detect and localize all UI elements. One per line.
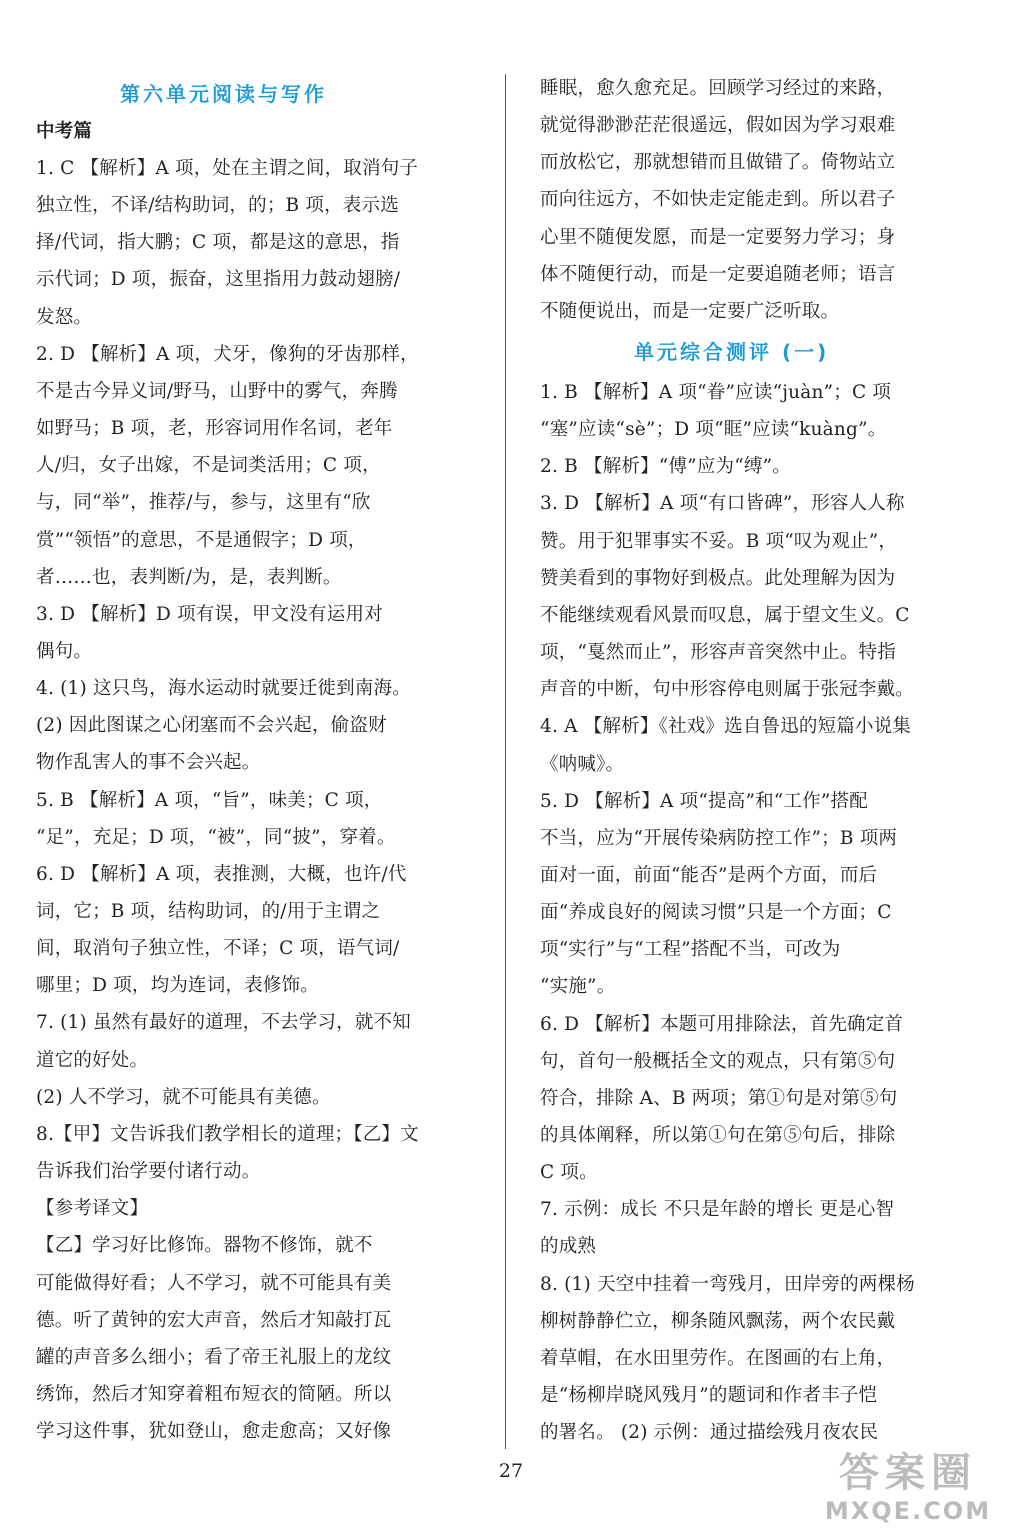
section-title: 第六单元阅读与写作 xyxy=(120,82,327,106)
text-line: 物作乱害人的事不会兴起。 xyxy=(36,752,261,774)
text-line: 【参考译文】 xyxy=(36,1198,149,1220)
text-line: C 项。 xyxy=(540,1162,598,1184)
text-line: 睡眠，愈久愈充足。回顾学习经过的来路， xyxy=(540,78,896,99)
text-line: 德。听了黄钟的宏大声音，然后才知敲打瓦 xyxy=(36,1309,392,1331)
text-line: 哪里；D 项，均为连词，表修饰。 xyxy=(36,975,319,997)
text-line: 不能继续观看风景而叹息，属于望文生义。C xyxy=(540,604,910,626)
text-line: 学习这件事，犹如登山，愈走愈高；又好像 xyxy=(36,1421,392,1443)
text-line: 8.【甲】文告诉我们教学相长的道理；【乙】文 xyxy=(36,1123,419,1145)
watermark-top-text: 答案圈 xyxy=(839,1450,977,1496)
text-line: 是“杨柳岸晓风残月”的题词和作者丰子恺 xyxy=(540,1385,878,1407)
text-line: 项“实行”与“工程”搭配不当，可改为 xyxy=(540,939,841,961)
text-line: 而放松它，那就想错而且做错了。倚物站立 xyxy=(540,152,896,174)
text-line: “足”，充足；D 项，“被”，同“披”，穿着。 xyxy=(36,826,396,848)
text-line: 柳树静静伫立，柳条随风飘荡，两个农民戴 xyxy=(540,1310,896,1332)
text-line: 不是古今异义词/野马，山野中的雾气，奔腾 xyxy=(36,380,398,402)
text-line: 罐的声音多么细小；看了帝王礼服上的龙纹 xyxy=(36,1346,392,1368)
text-line: 的署名。 (2) 示例：通过描绘残月夜农民 xyxy=(540,1422,879,1444)
text-line: 不随便说出，而是一定要广泛听取。 xyxy=(540,300,840,322)
text-line: 2. B 【解析】“傅”应为“缚”。 xyxy=(540,456,791,478)
text-line: 2. D 【解析】A 项，犬牙，像狗的牙齿那样， xyxy=(36,343,419,365)
text-line: 赞美看到的事物好到极点。此处理解为因为 xyxy=(540,567,896,589)
text-line: 项，“戛然而止”，形容声音突然中止。特指 xyxy=(540,642,896,664)
text-line: 人/归，女子出嫁，不是词类活用；C 项， xyxy=(36,455,381,477)
page-number: 27 xyxy=(498,1460,524,1482)
text-line: 如野马；B 项，老，形容词用作名词，老年 xyxy=(36,418,393,440)
text-line: 6. D 【解析】本题可用排除法，首先确定首 xyxy=(540,1013,904,1035)
text-line: 可能做得好看；人不学习，就不可能具有美 xyxy=(36,1272,392,1294)
text-line: 6. D 【解析】A 项，表推测，大概，也许/代 xyxy=(36,863,407,885)
text-line: 就觉得渺渺茫茫很遥远，假如因为学习艰难 xyxy=(540,115,896,137)
text-line: 4. A 【解析】《社戏》选自鲁迅的短篇小说集 xyxy=(540,716,912,738)
text-line: 4. (1) 这只鸟，海水运动时就要迁徙到南海。 xyxy=(36,678,411,700)
text-line: 3. D 【解析】A 项“有口皆碑”，形容人人称 xyxy=(540,493,905,515)
text-line: 1. C 【解析】A 项，处在主谓之间，取消句子 xyxy=(36,158,419,179)
text-line: 告诉我们治学要付诸行动。 xyxy=(36,1161,261,1183)
text-line: 的成熟 xyxy=(540,1236,597,1258)
text-line: “塞”应读“sè”；D 项“眶”应读“kuàng”。 xyxy=(540,419,887,441)
text-line: 3. D 【解析】D 项有误，甲文没有运用对 xyxy=(36,603,383,625)
text-line: 独立性，不译/结构助词，的；B 项，表示选 xyxy=(36,195,399,217)
text-line: 体不随便行动，而是一定要追随老师；语言 xyxy=(540,263,896,285)
text-line: (2) 因此图谋之心闭塞而不会兴起，偷盗财 xyxy=(36,715,387,737)
text-line: 1. B 【解析】A 项“眷”应读“juàn”；C 项 xyxy=(540,382,892,403)
text-line: 道它的好处。 xyxy=(36,1049,149,1071)
watermark-bottom-text: MXQE.COM xyxy=(824,1497,992,1525)
text-line: 【乙】学习好比修饰。器物不修饰，就不 xyxy=(36,1235,373,1257)
text-line: “实施”。 xyxy=(540,976,616,998)
text-line: 择/代词，指大鹏；C 项，都是这的意思，指 xyxy=(36,232,400,254)
text-line: 5. B 【解析】A 项，“旨”，味美；C 项， xyxy=(36,789,383,811)
text-line: 绣饰，然后才知穿着粗布短衣的简陋。所以 xyxy=(36,1383,392,1405)
text-line: 间，取消句子独立性，不译；C 项，语气词/ xyxy=(36,938,400,960)
text-line: 者……也，表判断/为，是，表判断。 xyxy=(36,566,342,588)
subhead-zhongkao: 中考篇 xyxy=(36,121,93,142)
text-line: 着草帽，在水田里劳作。在图画的右上角， xyxy=(540,1347,896,1369)
text-line: 7. (1) 虽然有最好的道理，不去学习，就不知 xyxy=(36,1012,411,1034)
test-section-title: 单元综合测评 (一) xyxy=(634,340,830,364)
text-line: 心里不随便发愿，而是一定要努力学习；身 xyxy=(540,226,896,248)
text-line: (2) 人不学习，就不可能具有美德。 xyxy=(36,1086,331,1108)
text-line: 偶句。 xyxy=(36,640,93,662)
text-line: 8. (1) 天空中挂着一弯残月，田岸旁的两棵杨 xyxy=(540,1273,915,1295)
text-line: 赞。用于犯罪事实不妥。B 项“叹为观止”， xyxy=(540,530,898,552)
text-line: 7. 示例：成长 不只是年龄的增长 更是心智 xyxy=(540,1199,895,1221)
text-line: 面对一面，前面“能否”是两个方面，而后 xyxy=(540,864,878,886)
text-line: 面“养成良好的阅读习惯”只是一个方面；C xyxy=(540,902,892,924)
text-line: 不当，应为“开展传染病防控工作”；B 项两 xyxy=(540,827,898,849)
watermark-logo xyxy=(808,1450,1008,1532)
text-line: 词，它；B 项，结构助词，的/用于主谓之 xyxy=(36,901,381,922)
text-line: 符合，排除 A、B 两项；第①句是对第⑤句 xyxy=(540,1087,898,1109)
text-line: 声音的中断，句中形容停电则属于张冠李戴。 xyxy=(540,679,915,701)
text-line: 的具体阐释，所以第①句在第⑤句后，排除 xyxy=(540,1125,896,1146)
text-line: 与，同“举”，推荐/与，参与，这里有“欣 xyxy=(36,492,371,514)
text-line: 《呐喊》。 xyxy=(540,753,625,775)
text-line: 示代词；D 项，振奋，这里指用力鼓动翅膀/ xyxy=(36,269,401,291)
text-line: 而向往远方，不如快走定能走到。所以君子 xyxy=(540,189,896,211)
column-divider xyxy=(505,74,506,1449)
text-line: 句，首句一般概括全文的观点，只有第⑤句 xyxy=(540,1050,896,1072)
text-line: 发怒。 xyxy=(36,306,93,328)
text-line: 赏”“领悟”的意思，不是通假字；D 项， xyxy=(36,529,367,551)
text-line: 5. D 【解析】A 项“提高”和“工作”搭配 xyxy=(540,790,868,812)
